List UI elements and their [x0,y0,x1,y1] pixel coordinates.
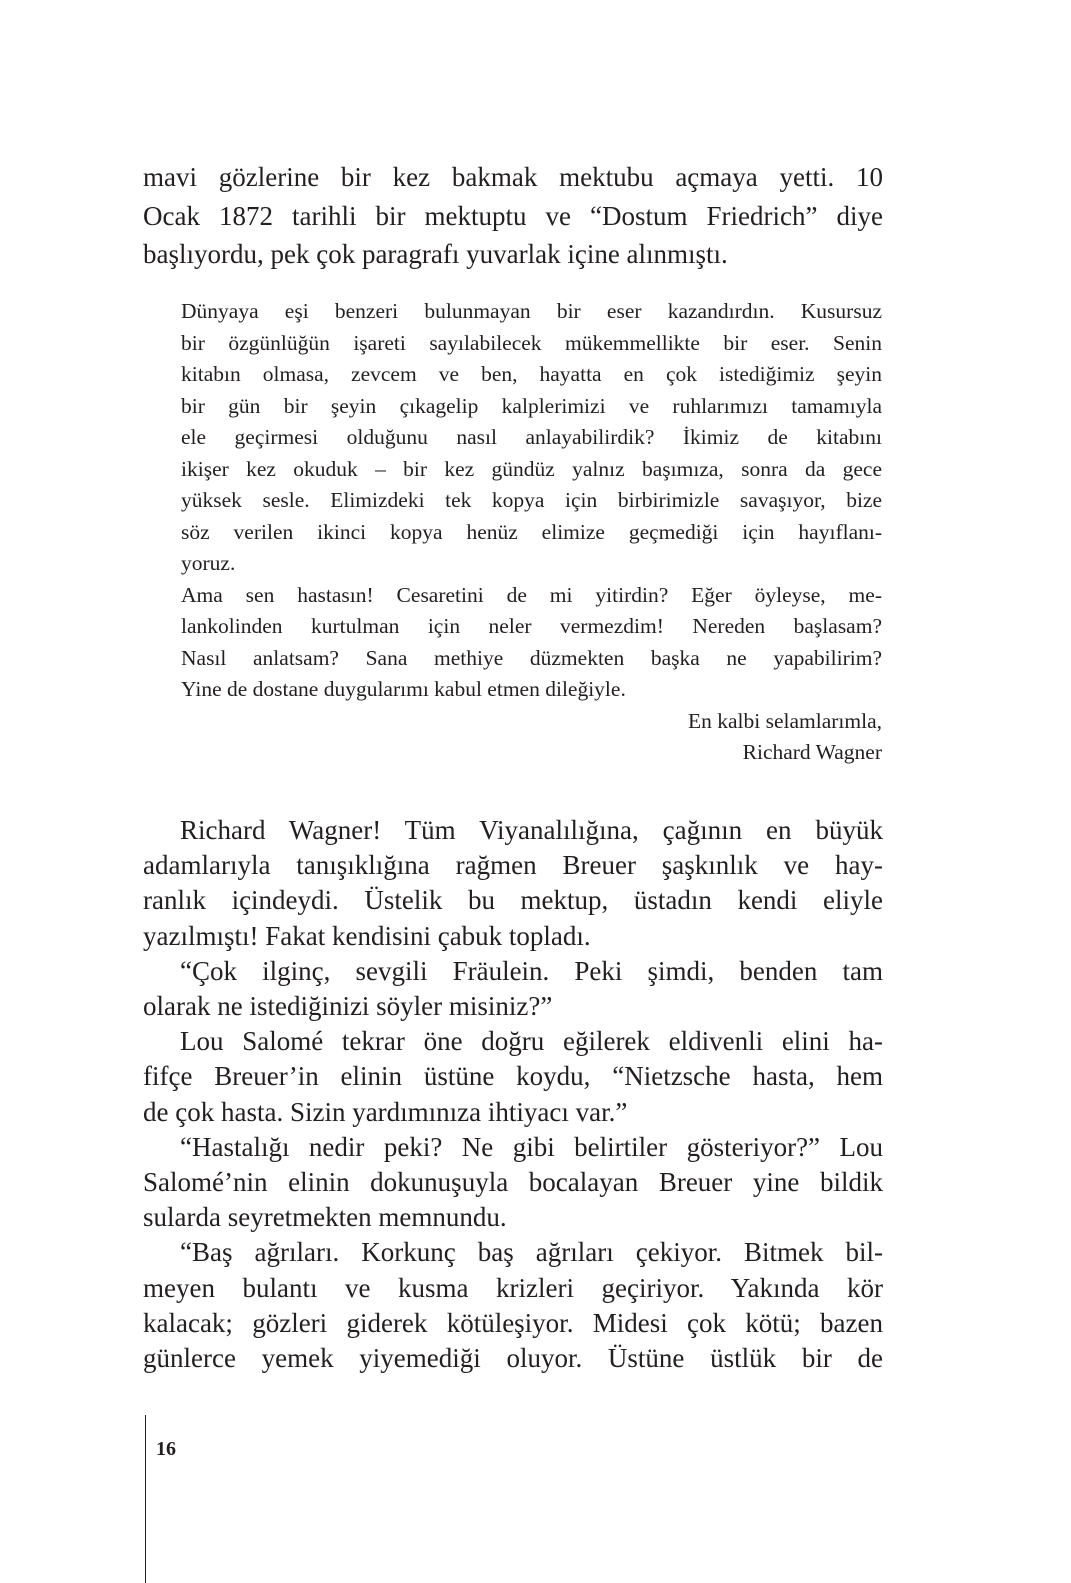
letter-closing: En kalbi selamlarımla, [687,708,882,733]
text-line: de çok hasta. Sizin yardımınıza ihtiyacı var.” [143,1096,628,1127]
page-number: 16 [156,1438,176,1460]
text-line: meyen bulantı ve kusma krizleri geçiriyor. Yakında kör [143,1272,883,1303]
intro-paragraph [143,158,883,274]
text-line: Richard Wagner! Tüm Viyanalılığına, çağının en büyük [180,815,883,845]
letter-signature: Richard Wagner [742,740,882,764]
footer-rule [145,1415,146,1583]
text-line: Lou Salomé tekrar öne doğru eğilerek eldivenli elini ha- [180,1026,883,1057]
text-line: sularda seyretmekten memnundu. [143,1202,507,1233]
text-line: günlerce yemek yiyemediği oluyor. Üstüne üstlük bir de [143,1343,883,1374]
letter-line: Ama sen hastasın! Cesaretini de mi yitirdin? Eğer öyleyse, me- [181,582,882,607]
text-line: “Baş ağrıları. Korkunç baş ağrıları çekiyor. Bitmek bil- [180,1237,883,1268]
text-line: Ocak 1872 tarihli bir mektuptu ve “Dostum Friedrich” diye [143,200,883,231]
letter-line: bir özgünlüğün işareti sayılabilecek mükemmellikte bir eser. Senin [181,330,882,355]
text-line: olarak ne istediğinizi söyler misiniz?” [143,991,553,1022]
text-line: mavi gözlerine bir kez bakmak mektubu açmaya yetti. 10 [143,162,883,192]
text-line: Salomé’nin elinin dokunuşuyla bocalayan Breuer yine bildik [143,1167,883,1198]
letter-line: söz verilen ikinci kopya henüz elimize geçmediği için hayıflanı- [181,519,882,544]
body-text [143,813,883,1376]
letter-line: Dünyaya eşi benzeri bulunmayan bir eser kazandırdın. Kusursuz [181,299,882,323]
letter-line: bir gün bir şeyin çıkagelip kalplerimizi ve ruhlarımızı tamamıyla [181,393,882,418]
text-line: fifçe Breuer’in elinin üstüne koydu, “Nietzsche hasta, hem [143,1061,883,1092]
letter-line: Nasıl anlatsam? Sana methiye düzmekten başka ne yapabilirim? [181,645,882,670]
text-line: ranlık içindeydi. Üstelik bu mektup, üstadın kendi eliyle [143,885,883,916]
text-line: başlıyordu, pek çok paragrafı yuvarlak içine alınmıştı. [143,239,728,269]
text-line: yazılmıştı! Fakat kendisini çabuk topladı. [143,920,591,951]
text-line: “Çok ilginç, sevgili Fräulein. Peki şimdi, benden tam [180,955,883,986]
quoted-letter [181,296,882,769]
letter-line: lankolinden kurtulman için neler vermezdim! Nereden başlasam? [181,614,882,638]
text-line: kalacak; gözleri giderek kötüleşiyor. Midesi çok kötü; bazen [143,1307,883,1338]
letter-line: yoruz. [181,551,236,575]
letter-line: yüksek sesle. Elimizdeki tek kopya için birbirimizle savaşıyor, bize [181,488,882,512]
letter-line: ele geçirmesi olduğunu nasıl anlayabilirdik? İkimiz de kitabını [181,425,882,449]
letter-line: Yine de dostane duygularımı kabul etmen dileğiyle. [181,677,626,701]
text-line: adamlarıyla tanışıklığına rağmen Breuer şaşkınlık ve hay- [143,850,883,881]
text-line: “Hastalığı nedir peki? Ne gibi belirtiler gösteriyor?” Lou [180,1131,883,1162]
letter-line: ikişer kez okuduk – bir kez gündüz yalnız başımıza, sonra da gece [181,456,882,481]
letter-line: kitabın olmasa, zevcem ve ben, hayatta en çok istediğimiz şeyin [181,362,882,386]
